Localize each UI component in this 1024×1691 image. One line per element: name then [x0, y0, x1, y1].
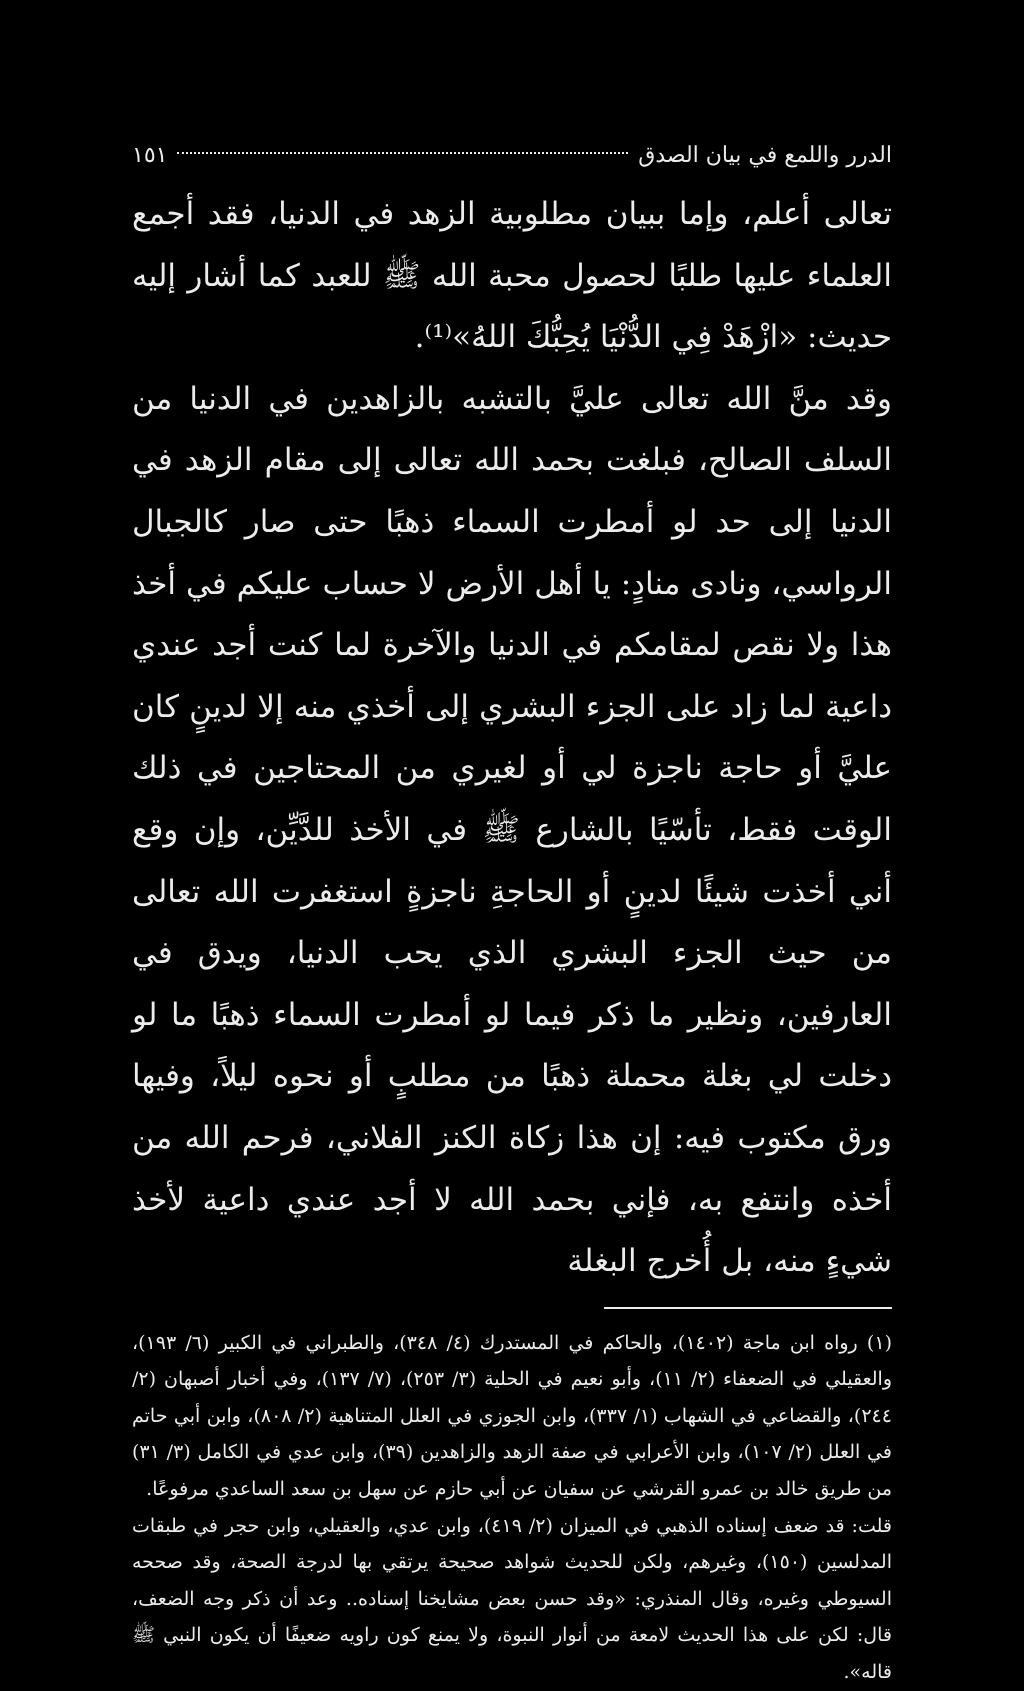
footnote-separator — [604, 1307, 892, 1309]
paragraph-1: تعالى أعلم، وإما ببيان مطلوبية الزهد في الدنيا، فقد أجمع العلماء عليها طلبًا لحصول محبة الله ﷺ للعبد كما أشار إليه حديث: «ازْهَدْ فِي الدُّنْيَا يُحِبُّكَ اللهُ»⁽¹⁾. — [132, 196, 892, 356]
footnote-1: (١) رواه ابن ماجة (١٤٠٢)، والحاكم في المستدرك (٤/ ٣٤٨)، والطبراني في الكبير (٦/ ١٩٣)، والعقيلي في الضعفاء (٢/ ١١)، وأبو نعيم في الحلية (٣/ ٢٥٣)، (٧/ ١٣٧)، وفي أخبار أصبهان (٢/ ٢٤٤)، والقضاعي في الشهاب (١/ ٣٣٧)، وابن الجوزي في العلل المتناهية (٢/ ٨٠٨)، وابن أبي حاتم في العلل (٢/ ١٠٧)، وابن الأعرابي في صفة الزهد والزاهدين (٣٩)، وابن عدي في الكامل (٣/ ٣١) من طريق خالد بن عمرو القرشي عن سفيان عن أبي حازم عن سهل بن سعد الساعدي مرفوعًا. — [132, 1331, 893, 1501]
leader-dots — [177, 152, 628, 154]
running-header — [132, 128, 892, 184]
footnote-2: قلت: قد ضعف إسناده الذهبي في الميزان (٢/ ٤١٩)، وابن عدي، والعقيلي، وابن حجر في طبقات المدلسين (١٥٠)، وغيرهم، ولكن للحديث شواهد صحيحة يرتقي بها لدرجة الصحة، وقد صححه السيوطي وغيره، وقال المنذري: «وقد حسن بعض مشايخنا إسناده.. وعد أن ذكر وجه الضعف، قال: لكن على هذا الحديث لامعة من أنوار النبوة، ولا يمنع كون راويه ضعيفًا أن يكون النبي ﷺ قاله». — [132, 1514, 892, 1684]
running-title: الدرر واللمع في بيان الصدق — [638, 143, 892, 168]
footnotes — [132, 1325, 892, 1691]
paragraph-2: وقد منَّ الله تعالى عليَّ بالتشبه بالزاهدين في الدنيا من السلف الصالح، فبلغت بحمد الله تعالى إلى مقام الزهد في الدنيا إلى حد لو أمطرت السماء ذهبًا حتى صار كالجبال الرواسي، ونادى منادٍ: يا أهل الأرض لا حساب عليكم في أخذ هذا ولا نقص لمقامكم في الدنيا والآخرة لما كنت أجد عندي داعية لما زاد على الجزء البشري إلى أخذي منه إلا لدينٍ كان عليَّ أو حاجة ناجزة لي أو لغيري من المحتاجين في ذلك الوقت فقط، تأسّيًا بالشارع ﷺ في الأخذ للدَّيِّن، وإن وقع أني أخذت شيئًا لدينٍ أو الحاجةِ ناجزةٍ استغفرت الله تعالى من حيث الجزء البشري الذي يحب الدنيا، ويدق في العارفين، ونظير ما ذكر فيما لو أمطرت السماء ذهبًا ما لو دخلت لي بغلة محملة ذهبًا من مطلبٍ أو نحوه ليلاً، وفيها ورق مكتوب فيه: إن هذا زكاة الكنز الفلاني، فرحم الله من أخذه وانتفع به، فإني بحمد الله لا أجد عندي داعية لأخذ شيءٍ منه، بل أُخرج البغلة — [132, 380, 892, 1280]
page — [132, 128, 893, 1684]
page-number: ١٥١ — [132, 143, 168, 168]
main-text — [132, 184, 892, 1293]
